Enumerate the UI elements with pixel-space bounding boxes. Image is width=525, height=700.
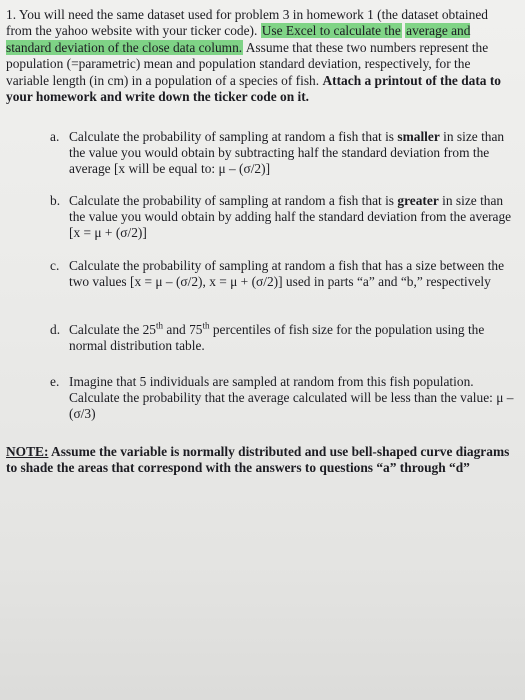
question-d-text-end: percentiles of fish size for the population using the normal distribution table.	[69, 322, 485, 353]
problem-number: 1.	[6, 7, 17, 22]
question-d-text	[69, 322, 520, 354]
attach-instruction: Attach a printout of the data to your homework and write down the ticker code on it.	[6, 72, 501, 105]
question-a-text	[69, 129, 520, 177]
highlighted-text-2: average and standard deviation of the close data column.	[6, 23, 471, 55]
problem-intro	[6, 7, 516, 105]
question-b-text-end: in size than the value you would obtain by adding half the standard deviation from the average [x = μ + (σ/2)]	[69, 193, 512, 240]
question-b-text-start: Calculate the probability of sampling at random a fish that is	[69, 193, 395, 208]
note-label: NOTE:	[6, 444, 49, 459]
question-c-text: Calculate the probability of sampling at random a fish that has a size between the two values [x = μ – (σ/2), x = μ + (σ/2)] used in parts “a” and “b,” respectively	[69, 258, 505, 289]
question-c	[50, 258, 520, 290]
question-e-letter: e.	[50, 374, 60, 389]
question-d-text-start: Calculate the 25	[69, 322, 157, 337]
question-b-letter: b.	[50, 193, 61, 208]
problem-text-1: You will need the same dataset used for problem 3 in homework 1 (the dataset obtained from the yahoo website with your ticker code).	[6, 7, 488, 39]
highlighted-text-1: Use Excel to calculate the	[261, 23, 401, 39]
question-e-text: Imagine that 5 individuals are sampled at random from this fish population. Calculate the probability that the average calculated will be less than the value: μ – (σ/3)	[69, 374, 514, 421]
question-a-letter: a.	[50, 129, 60, 144]
question-b-text	[69, 193, 520, 241]
question-e	[50, 374, 520, 422]
question-a	[50, 129, 520, 177]
question-d-letter: d.	[50, 322, 61, 337]
question-a-text-end: in size than the value you would obtain by subtracting half the standard deviation from the average [x will be equal to: μ – (σ/2)]	[69, 129, 505, 176]
question-b-emphasis: greater	[397, 193, 439, 208]
question-a-emphasis: smaller	[397, 129, 440, 144]
question-d	[50, 322, 520, 354]
note-section	[6, 444, 511, 476]
question-b	[50, 193, 520, 241]
question-d-superscript-1: th	[156, 320, 164, 331]
question-d-superscript-2: th	[202, 320, 210, 331]
question-d-text-middle: and 75	[166, 322, 203, 337]
question-a-text-start: Calculate the probability of sampling at random a fish that is	[69, 129, 395, 144]
question-c-letter: c.	[50, 258, 60, 273]
note-text: Assume the variable is normally distributed and use bell-shaped curve diagrams to shade the areas that correspond with the answers to questions “a” through “d”	[6, 444, 510, 476]
problem-text-2: Assume that these two numbers represent the population (=parametric) mean and population standard deviation, respectively, for the variable length (in cm) in a population of a species of fish.	[6, 39, 489, 88]
